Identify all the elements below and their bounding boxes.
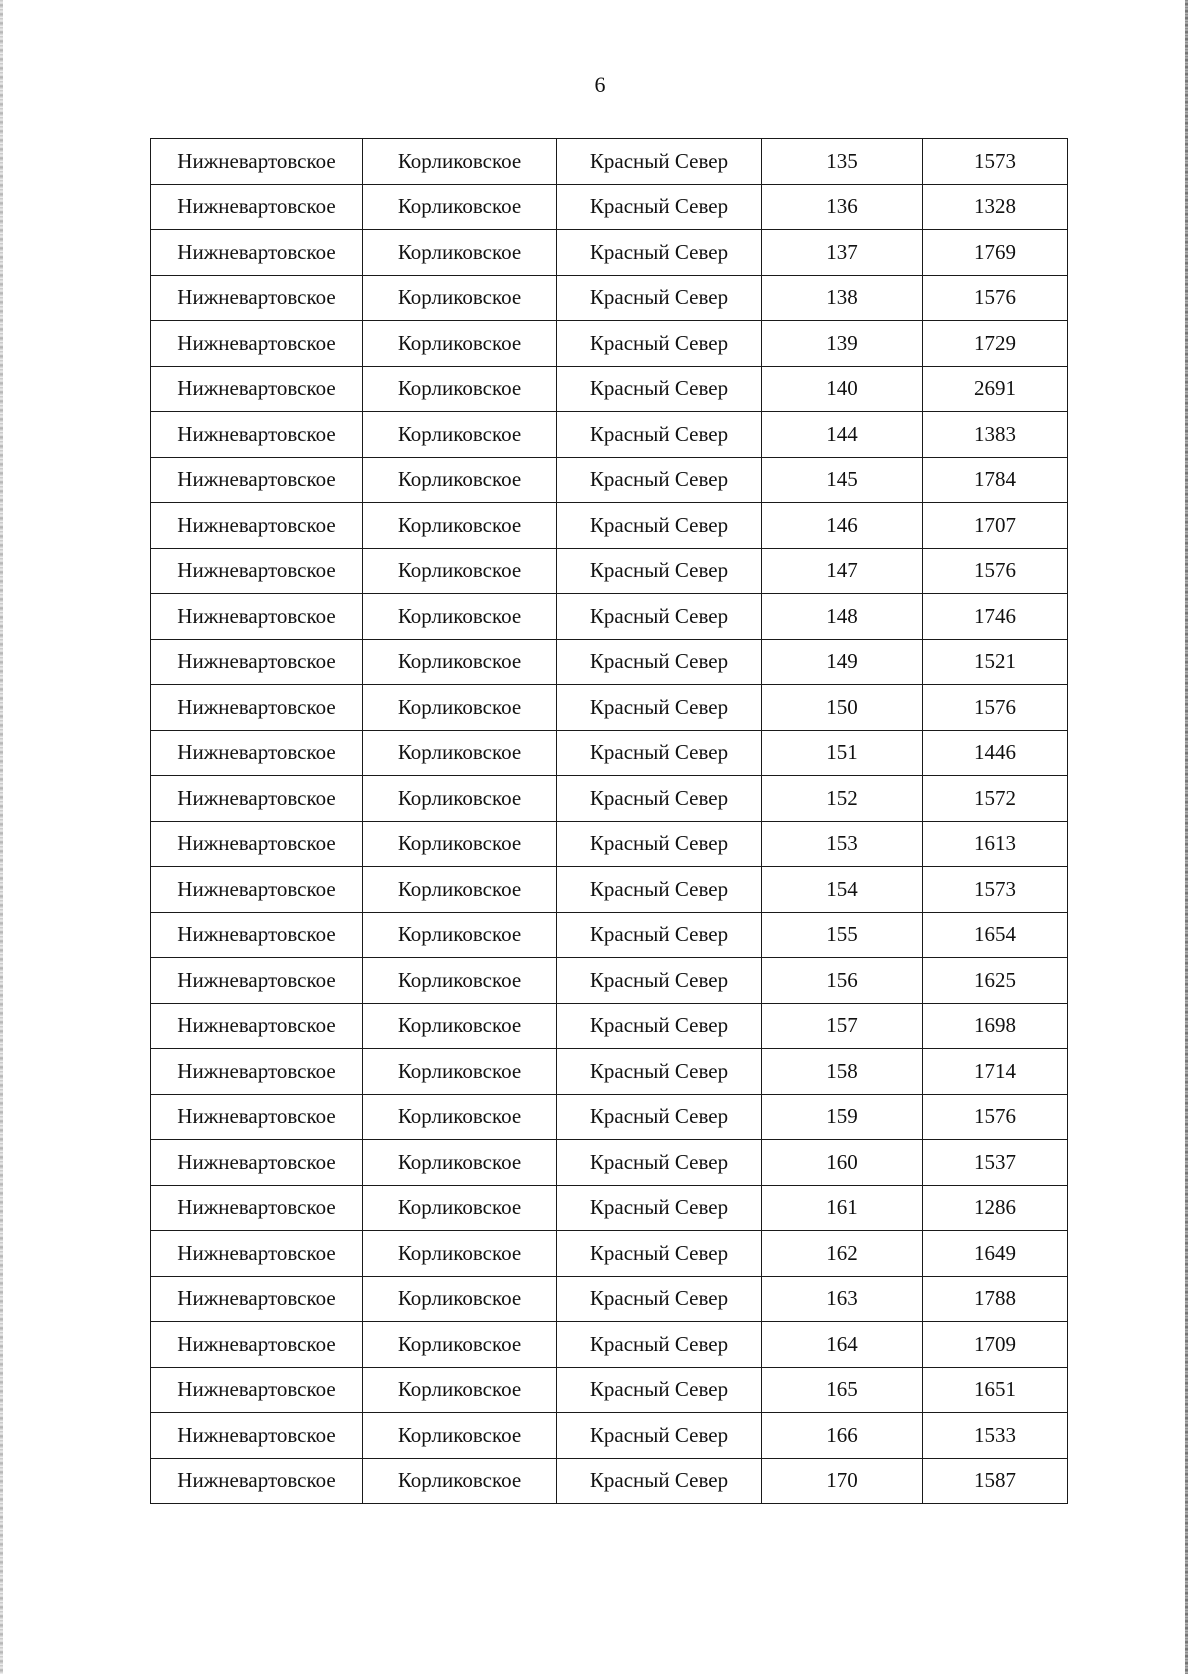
cell-number: 159 — [762, 1094, 923, 1140]
cell-number: 157 — [762, 1003, 923, 1049]
table-row — [151, 1140, 1068, 1186]
cell-territory: Корликовское — [363, 1367, 557, 1413]
cell-territory: Корликовское — [363, 548, 557, 594]
cell-lake: Красный Север — [557, 594, 762, 640]
cell-district: Нижневартовское — [151, 184, 363, 230]
cell-territory: Корликовское — [363, 412, 557, 458]
cell-value: 1576 — [923, 275, 1068, 321]
cell-district: Нижневартовское — [151, 685, 363, 731]
cell-number: 154 — [762, 867, 923, 913]
data-table — [150, 138, 1068, 1504]
cell-number: 139 — [762, 321, 923, 367]
table-row — [151, 958, 1068, 1004]
cell-lake: Красный Север — [557, 321, 762, 367]
cell-district: Нижневартовское — [151, 275, 363, 321]
cell-lake: Красный Север — [557, 1049, 762, 1095]
cell-number: 164 — [762, 1322, 923, 1368]
cell-number: 135 — [762, 139, 923, 185]
cell-value: 1328 — [923, 184, 1068, 230]
cell-lake: Красный Север — [557, 139, 762, 185]
cell-territory: Корликовское — [363, 1413, 557, 1459]
cell-number: 148 — [762, 594, 923, 640]
cell-territory: Корликовское — [363, 1140, 557, 1186]
cell-number: 152 — [762, 776, 923, 822]
cell-value: 1576 — [923, 685, 1068, 731]
cell-lake: Красный Север — [557, 821, 762, 867]
cell-territory: Корликовское — [363, 139, 557, 185]
cell-number: 161 — [762, 1185, 923, 1231]
table-row — [151, 1322, 1068, 1368]
cell-district: Нижневартовское — [151, 548, 363, 594]
cell-territory: Корликовское — [363, 1231, 557, 1277]
cell-territory: Корликовское — [363, 1458, 557, 1504]
table-row — [151, 1367, 1068, 1413]
cell-territory: Корликовское — [363, 730, 557, 776]
cell-territory: Корликовское — [363, 503, 557, 549]
cell-value: 1698 — [923, 1003, 1068, 1049]
cell-lake: Красный Север — [557, 1140, 762, 1186]
cell-number: 158 — [762, 1049, 923, 1095]
cell-lake: Красный Север — [557, 639, 762, 685]
table-body — [151, 139, 1068, 1504]
table-row — [151, 639, 1068, 685]
cell-number: 166 — [762, 1413, 923, 1459]
cell-value: 1573 — [923, 867, 1068, 913]
cell-territory: Корликовское — [363, 594, 557, 640]
cell-value: 1784 — [923, 457, 1068, 503]
table-row — [151, 184, 1068, 230]
table-row — [151, 548, 1068, 594]
table-row — [151, 139, 1068, 185]
table-row — [151, 821, 1068, 867]
cell-value: 1625 — [923, 958, 1068, 1004]
cell-territory: Корликовское — [363, 184, 557, 230]
cell-number: 155 — [762, 912, 923, 958]
cell-district: Нижневартовское — [151, 1276, 363, 1322]
cell-value: 1383 — [923, 412, 1068, 458]
cell-value: 1587 — [923, 1458, 1068, 1504]
cell-value: 1709 — [923, 1322, 1068, 1368]
cell-lake: Красный Север — [557, 1367, 762, 1413]
table-row — [151, 1185, 1068, 1231]
cell-district: Нижневартовское — [151, 594, 363, 640]
table-row — [151, 1276, 1068, 1322]
table-row — [151, 1003, 1068, 1049]
cell-value: 1649 — [923, 1231, 1068, 1277]
cell-district: Нижневартовское — [151, 503, 363, 549]
cell-lake: Красный Север — [557, 275, 762, 321]
cell-lake: Красный Север — [557, 457, 762, 503]
cell-territory: Корликовское — [363, 1185, 557, 1231]
cell-number: 162 — [762, 1231, 923, 1277]
cell-number: 146 — [762, 503, 923, 549]
cell-lake: Красный Север — [557, 1322, 762, 1368]
cell-value: 1286 — [923, 1185, 1068, 1231]
cell-value: 1572 — [923, 776, 1068, 822]
cell-lake: Красный Север — [557, 776, 762, 822]
table-row — [151, 685, 1068, 731]
cell-number: 149 — [762, 639, 923, 685]
scan-edge-left — [0, 0, 3, 1674]
cell-lake: Красный Север — [557, 1003, 762, 1049]
cell-lake: Красный Север — [557, 503, 762, 549]
cell-district: Нижневартовское — [151, 412, 363, 458]
table-row — [151, 1458, 1068, 1504]
cell-value: 1446 — [923, 730, 1068, 776]
cell-number: 151 — [762, 730, 923, 776]
cell-number: 160 — [762, 1140, 923, 1186]
cell-number: 150 — [762, 685, 923, 731]
cell-district: Нижневартовское — [151, 457, 363, 503]
cell-district: Нижневартовское — [151, 321, 363, 367]
cell-district: Нижневартовское — [151, 1322, 363, 1368]
cell-lake: Красный Север — [557, 1231, 762, 1277]
table-row — [151, 230, 1068, 276]
cell-lake: Красный Север — [557, 1185, 762, 1231]
cell-value: 1769 — [923, 230, 1068, 276]
cell-territory: Корликовское — [363, 457, 557, 503]
scan-edge-right — [1185, 0, 1188, 1674]
cell-lake: Красный Север — [557, 685, 762, 731]
cell-value: 1651 — [923, 1367, 1068, 1413]
cell-lake: Красный Север — [557, 1094, 762, 1140]
cell-value: 1654 — [923, 912, 1068, 958]
cell-lake: Красный Север — [557, 730, 762, 776]
cell-value: 1576 — [923, 548, 1068, 594]
table-row — [151, 730, 1068, 776]
cell-lake: Красный Север — [557, 548, 762, 594]
cell-lake: Красный Север — [557, 1413, 762, 1459]
cell-district: Нижневартовское — [151, 366, 363, 412]
cell-district: Нижневартовское — [151, 1458, 363, 1504]
cell-number: 156 — [762, 958, 923, 1004]
table-row — [151, 1094, 1068, 1140]
cell-lake: Красный Север — [557, 1276, 762, 1322]
cell-number: 140 — [762, 366, 923, 412]
cell-number: 144 — [762, 412, 923, 458]
cell-value: 1746 — [923, 594, 1068, 640]
cell-number: 138 — [762, 275, 923, 321]
cell-value: 1576 — [923, 1094, 1068, 1140]
table-row — [151, 412, 1068, 458]
cell-territory: Корликовское — [363, 639, 557, 685]
cell-value: 1788 — [923, 1276, 1068, 1322]
cell-district: Нижневартовское — [151, 139, 363, 185]
cell-district: Нижневартовское — [151, 821, 363, 867]
cell-territory: Корликовское — [363, 1094, 557, 1140]
cell-territory: Корликовское — [363, 958, 557, 1004]
cell-lake: Красный Север — [557, 1458, 762, 1504]
cell-number: 145 — [762, 457, 923, 503]
cell-lake: Красный Север — [557, 867, 762, 913]
table-row — [151, 321, 1068, 367]
cell-number: 170 — [762, 1458, 923, 1504]
cell-district: Нижневартовское — [151, 1367, 363, 1413]
cell-territory: Корликовское — [363, 685, 557, 731]
cell-territory: Корликовское — [363, 776, 557, 822]
cell-territory: Корликовское — [363, 867, 557, 913]
cell-territory: Корликовское — [363, 821, 557, 867]
cell-district: Нижневартовское — [151, 1185, 363, 1231]
cell-lake: Красный Север — [557, 912, 762, 958]
table-row — [151, 366, 1068, 412]
table-row — [151, 275, 1068, 321]
cell-territory: Корликовское — [363, 912, 557, 958]
cell-district: Нижневартовское — [151, 1049, 363, 1095]
cell-value: 1573 — [923, 139, 1068, 185]
table-row — [151, 1413, 1068, 1459]
cell-value: 1729 — [923, 321, 1068, 367]
cell-value: 1714 — [923, 1049, 1068, 1095]
cell-territory: Корликовское — [363, 321, 557, 367]
table-row — [151, 912, 1068, 958]
cell-value: 1537 — [923, 1140, 1068, 1186]
table-row — [151, 503, 1068, 549]
cell-lake: Красный Север — [557, 184, 762, 230]
cell-district: Нижневартовское — [151, 776, 363, 822]
cell-number: 137 — [762, 230, 923, 276]
cell-value: 1533 — [923, 1413, 1068, 1459]
cell-number: 136 — [762, 184, 923, 230]
table-row — [151, 594, 1068, 640]
cell-value: 1707 — [923, 503, 1068, 549]
cell-lake: Красный Север — [557, 366, 762, 412]
cell-territory: Корликовское — [363, 230, 557, 276]
cell-number: 147 — [762, 548, 923, 594]
cell-district: Нижневартовское — [151, 1003, 363, 1049]
cell-territory: Корликовское — [363, 1003, 557, 1049]
cell-territory: Корликовское — [363, 366, 557, 412]
cell-district: Нижневартовское — [151, 1413, 363, 1459]
table-row — [151, 776, 1068, 822]
cell-number: 163 — [762, 1276, 923, 1322]
cell-district: Нижневартовское — [151, 1140, 363, 1186]
cell-value: 2691 — [923, 366, 1068, 412]
cell-value: 1613 — [923, 821, 1068, 867]
cell-lake: Красный Север — [557, 412, 762, 458]
table-row — [151, 1049, 1068, 1095]
cell-territory: Корликовское — [363, 275, 557, 321]
cell-district: Нижневартовское — [151, 730, 363, 776]
cell-territory: Корликовское — [363, 1276, 557, 1322]
cell-lake: Красный Север — [557, 230, 762, 276]
table-row — [151, 867, 1068, 913]
page-number: 6 — [594, 72, 606, 97]
cell-district: Нижневартовское — [151, 1231, 363, 1277]
cell-value: 1521 — [923, 639, 1068, 685]
cell-number: 165 — [762, 1367, 923, 1413]
cell-lake: Красный Север — [557, 958, 762, 1004]
cell-district: Нижневартовское — [151, 958, 363, 1004]
cell-number: 153 — [762, 821, 923, 867]
table-row — [151, 1231, 1068, 1277]
table-row — [151, 457, 1068, 503]
cell-territory: Корликовское — [363, 1049, 557, 1095]
cell-district: Нижневартовское — [151, 639, 363, 685]
cell-district: Нижневартовское — [151, 912, 363, 958]
cell-territory: Корликовское — [363, 1322, 557, 1368]
cell-district: Нижневартовское — [151, 230, 363, 276]
cell-district: Нижневартовское — [151, 867, 363, 913]
cell-district: Нижневартовское — [151, 1094, 363, 1140]
